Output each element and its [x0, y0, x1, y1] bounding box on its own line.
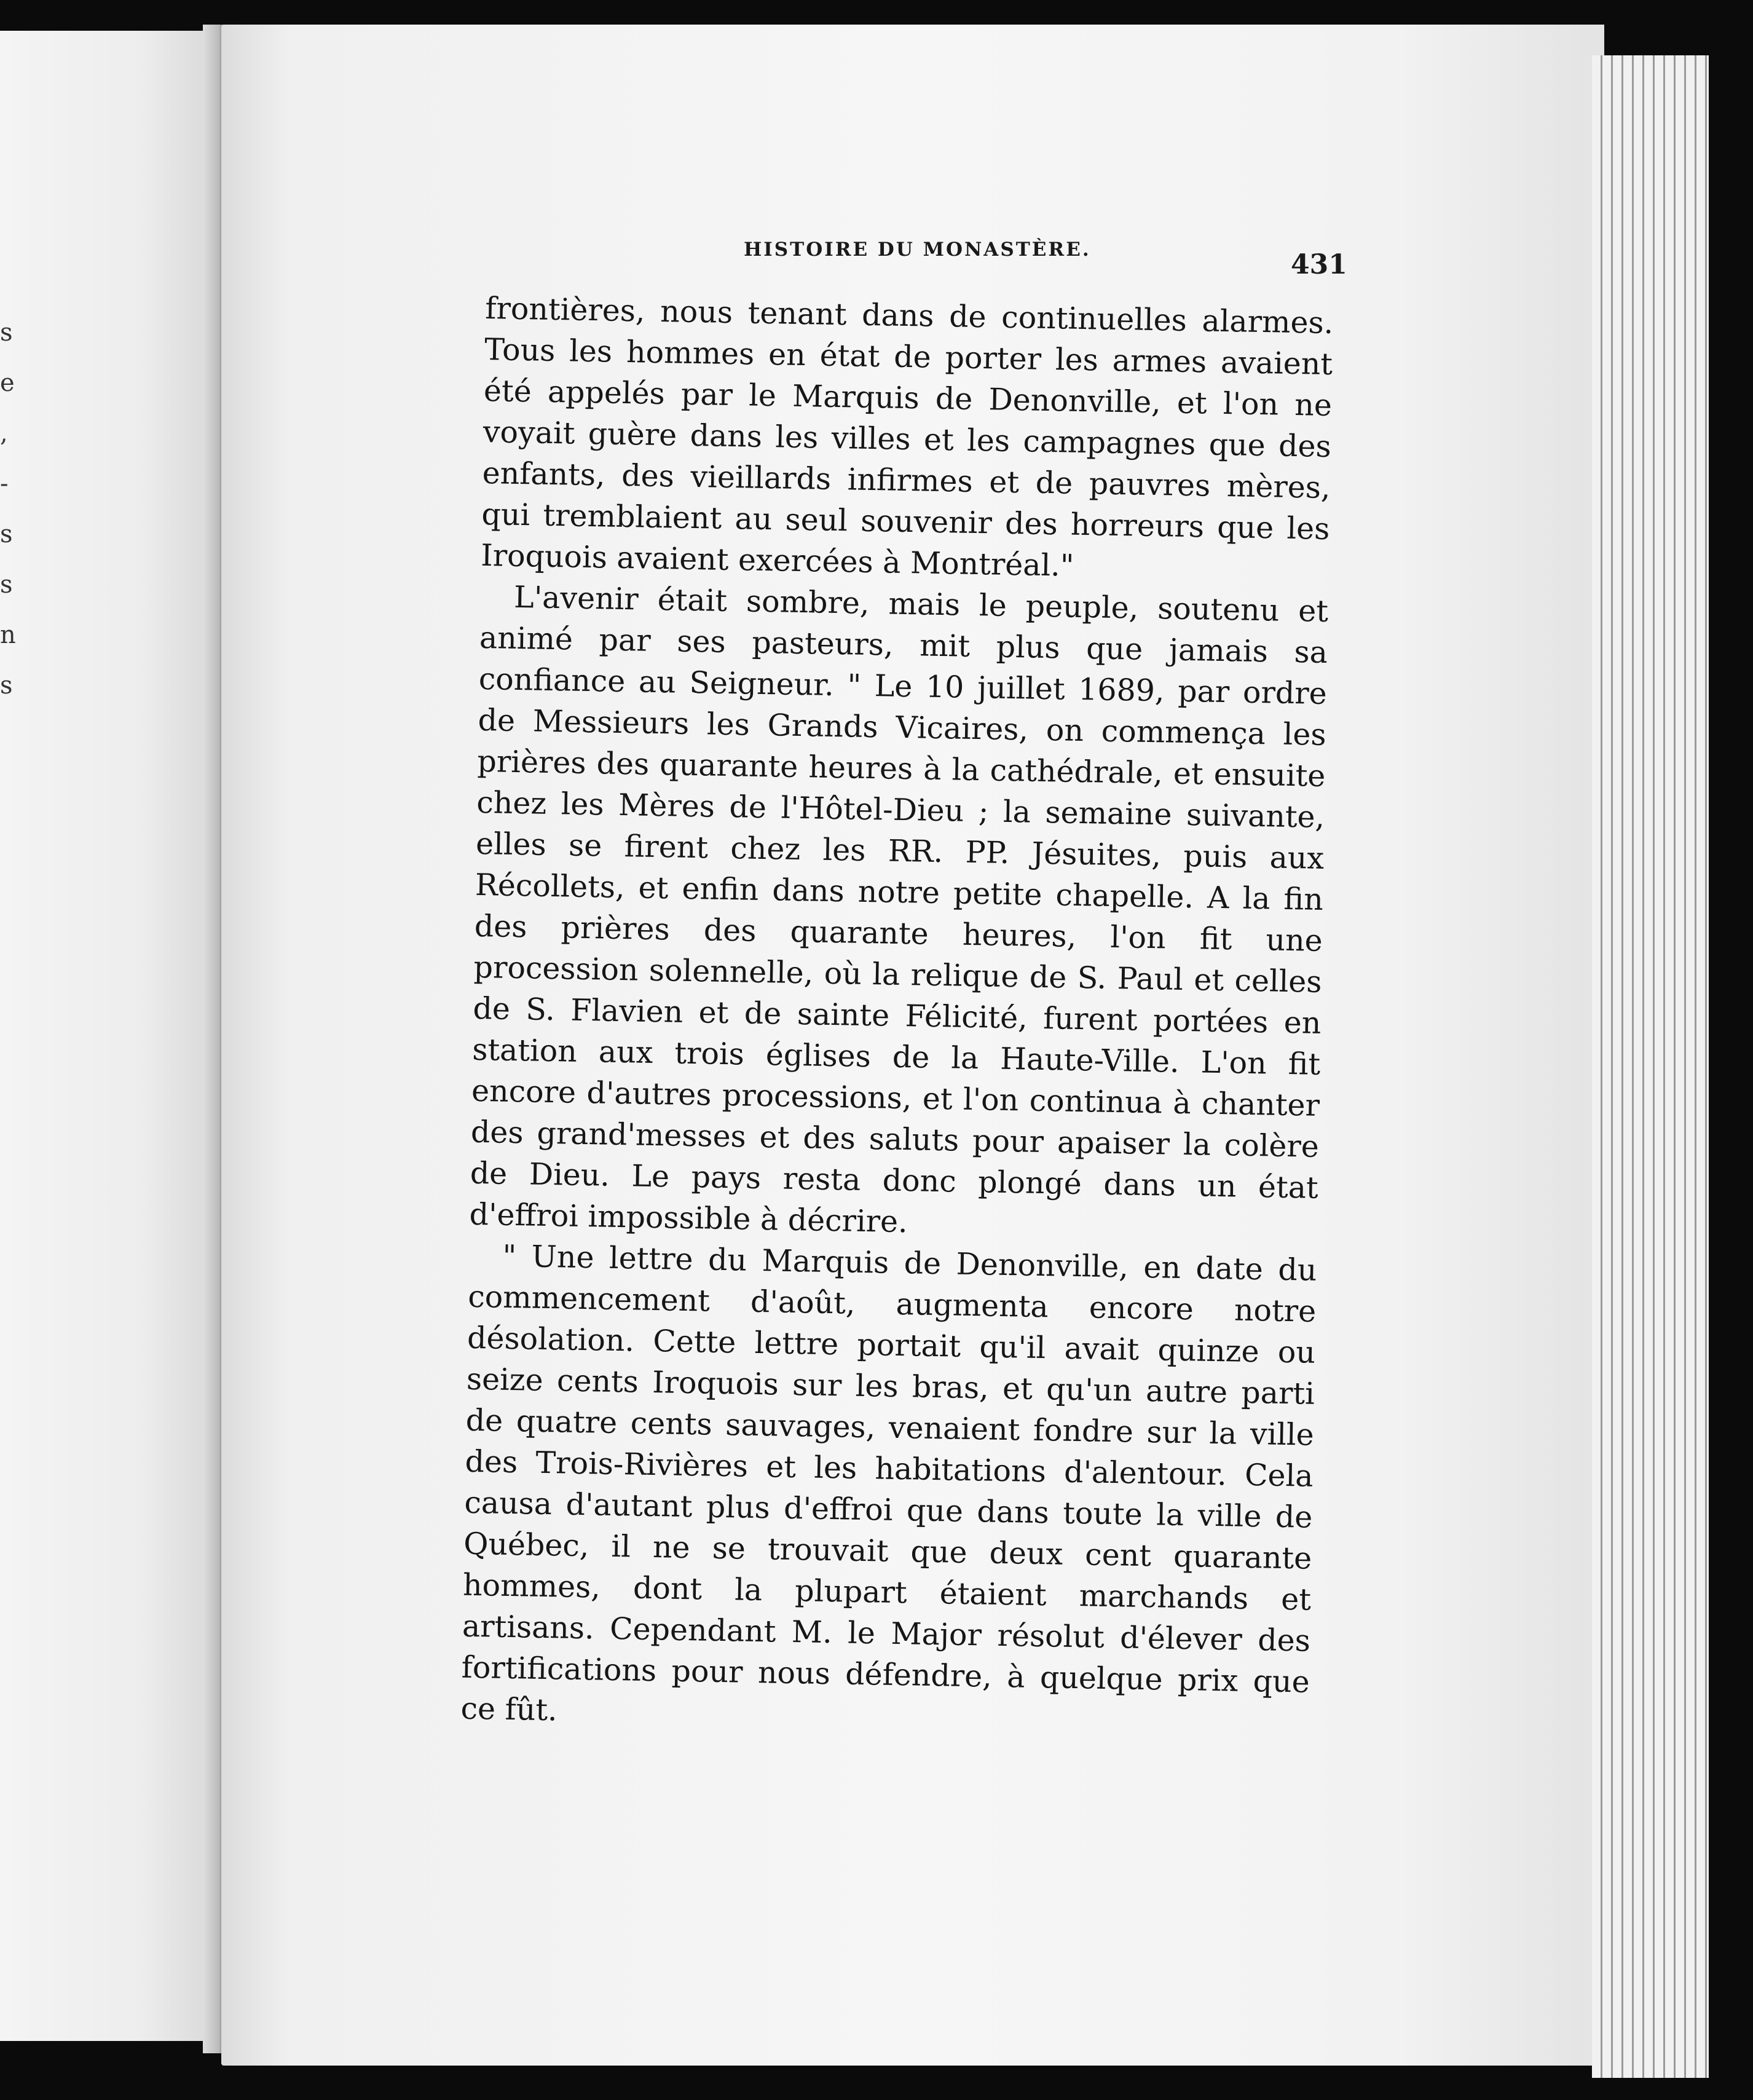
- margin-fragment: s: [0, 671, 13, 700]
- paragraph: frontières, nous tenant dans de continuelles alarmes. Tous les hommes en état de porter les armes avaient été appelés par le Marquis de Denonville, et l'on ne voyait guère dans les villes et les campagnes que des enfants, des vieillards infirmes et de pauvres mères, qui tremblaient au seul souvenir des horreurs que les Iroquois avaient exercées à Montréal.": [480, 290, 1334, 583]
- running-head: HISTOIRE DU MONASTÈRE.: [744, 239, 1091, 261]
- margin-fragment: ,: [0, 419, 8, 448]
- edge-shadow: [1709, 55, 1753, 2078]
- margin-fragment: e: [0, 369, 15, 397]
- margin-fragment: -: [0, 470, 9, 498]
- margin-fragment: s: [0, 570, 13, 599]
- paragraph: " Une lettre du Marquis de Denonville, en date du commencement d'août, augmenta encore notre désolation. Cette lettre portait qu'il avait quinze ou seize cents Iroquois sur les bras, et qu'un autre parti de quatre cents sauvages, venaient fondre sur la ville des Trois-Rivières et les habitations d'alentour. Cela causa d'autant plus d'effroi que dans toute la ville de Québec, il ne se trouvait que deux cent quarante hommes, dont la plupart étaient marchands et artisans. Cependant M. le Major résolut d'élever des fortifications pour nous défendre, à quelque prix que ce fût.: [460, 1238, 1317, 1728]
- page-number: 431: [1291, 249, 1347, 280]
- margin-fragment: s: [0, 520, 13, 548]
- left-page: [0, 31, 203, 2041]
- margin-fragment: n: [0, 621, 16, 649]
- margin-fragment: s: [0, 318, 13, 347]
- left-page-margin-fragments: [0, 307, 16, 711]
- paragraph: L'avenir était sombre, mais le peuple, soutenu et animé par ses pasteurs, mit plus que jamais sa confiance au Seigneur. " Le 10 juillet 1689, par ordre de Messieurs les Grands Vicaires, on commença les prières des quarante heures à la cathédrale, et ensuite chez les Mères de l'Hôtel-Dieu ; la semaine suivante, elles se firent chez les RR. PP. Jésuites, puis aux Récollets, et enfin dans notre petite chapelle. A la fin des prières des quarante heures, l'on fit une procession solennelle, où la relique de S. Paul et celles de S. Flavien et de sainte Félicité, furent portées en station aux trois églises de la Haute-Ville. L'on fit encore d'autres processions, et l'on continua à chanter des grand'messes et des saluts pour apaiser la colère de Dieu. Le pays resta donc plongé dans un état d'effroi impossible à décrire.: [469, 579, 1329, 1240]
- body-text: [460, 288, 1334, 1744]
- page-edges: [1592, 55, 1715, 2078]
